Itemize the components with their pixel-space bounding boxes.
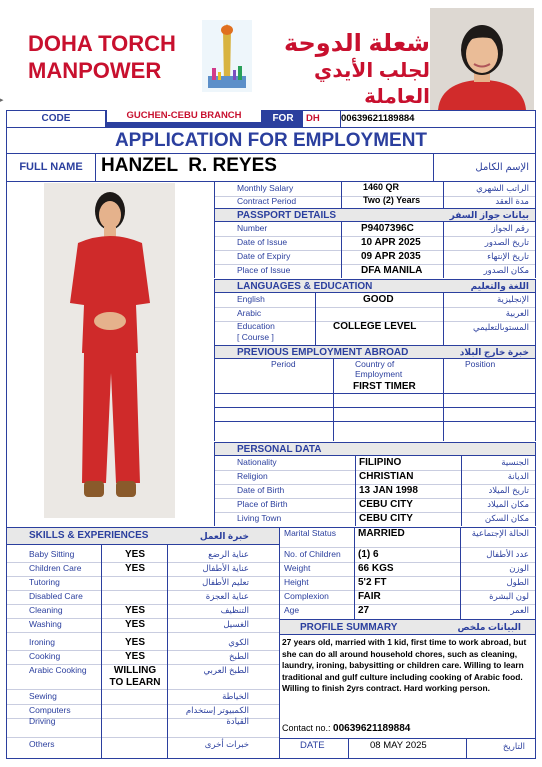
divider: [340, 111, 341, 127]
code-label: CODE: [7, 111, 105, 127]
passport-expiry-value: 09 APR 2035: [361, 251, 421, 262]
weight-ar: الوزن: [509, 563, 529, 573]
passport-title: PASSPORT DETAILS: [237, 210, 337, 221]
profile-text: 27 years old, married with 1 kid, first time to work abroad, but she can do all around household chores, such as cleaning, laundry, ironing, babysitting or children care. Willing to learn traditional and gulf culture including cooking of Arabic food. Willing to finish 2yrs contract. Hard working person.: [282, 637, 527, 693]
skills-title: SKILLS & EXPERIENCES: [29, 530, 149, 541]
company-name-line1: DOHA TORCH: [28, 31, 176, 56]
divider: [460, 528, 461, 620]
divider: [443, 182, 444, 208]
divider: [215, 393, 535, 394]
previous-title: PREVIOUS EMPLOYMENT ABROAD: [237, 347, 409, 358]
complexion-value: FAIR: [358, 591, 381, 602]
passport-section: [214, 222, 536, 278]
skill-ar: الطبخ: [229, 651, 249, 661]
age-value: 27: [358, 605, 370, 616]
passport-number-label: Number: [237, 223, 268, 233]
divider: [167, 545, 168, 759]
skill-label: Arabic Cooking: [29, 665, 87, 675]
religion-ar: الديانة: [507, 471, 529, 481]
languages-title: LANGUAGES & EDUCATION: [237, 281, 373, 292]
divider: [315, 293, 316, 345]
skill-value: WILLING TO LEARN: [109, 665, 161, 688]
education-ar: المستوىالتعليمي: [473, 322, 529, 332]
first-timer: FIRST TIMER: [353, 381, 416, 392]
weight-value: 66 KGS: [358, 563, 394, 574]
english-ar: الإنجليزية: [496, 294, 529, 304]
skill-ar: تعليم الأطفال: [202, 577, 249, 587]
salary-value: 1460 QR: [363, 182, 400, 192]
full-name-label: FULL NAME: [19, 161, 83, 173]
skill-label: Disabled Care: [29, 591, 83, 601]
living-ar: مكان السكن: [484, 513, 529, 523]
languages-header: [214, 279, 536, 293]
divider: [461, 456, 462, 526]
skill-label: Others: [29, 739, 55, 749]
contact-row: [282, 723, 410, 734]
divider: [101, 545, 102, 759]
previous-section: [214, 359, 536, 441]
company-name-ar-line2: لجلب الأيدي العاملة: [314, 60, 430, 108]
pob-ar: مكان الميلاد: [487, 499, 529, 509]
skill-label: Children Care: [29, 563, 82, 573]
form-title: APPLICATION FOR EMPLOYMENT: [6, 128, 536, 154]
contact-label: Contact no.:: [282, 723, 331, 733]
profile-title-ar: البيانات ملخص: [457, 622, 521, 632]
divider: [466, 739, 467, 758]
skills-section: [6, 545, 280, 759]
divider: [433, 154, 434, 181]
education-label: Education: [237, 321, 275, 331]
job-section: [214, 182, 536, 208]
nationality-label: Nationality: [237, 457, 277, 467]
dob-label: Date of Birth: [237, 485, 285, 495]
dh-label: DH: [306, 113, 320, 124]
code-number: 00639621189884: [341, 113, 415, 124]
divider: [443, 293, 444, 345]
english-value: GOOD: [363, 294, 394, 305]
skill-ar: الخياطة: [222, 691, 249, 701]
skill-label: Baby Sitting: [29, 549, 75, 559]
col-position: Position: [465, 359, 496, 369]
skills-header: [6, 527, 280, 545]
religion-value: CHRISTIAN: [359, 471, 414, 482]
skill-label: Driving: [29, 716, 56, 726]
contact-value: 00639621189884: [333, 723, 411, 734]
passport-place-label: Place of Issue: [237, 265, 291, 275]
previous-header: [214, 345, 536, 359]
col-period: Period: [271, 359, 296, 369]
passport-expiry-ar: تاريخ الإنتهاء: [487, 251, 529, 261]
skill-label: Sewing: [29, 691, 57, 701]
divider: [355, 456, 356, 526]
skill-label: Cooking: [29, 651, 61, 661]
divider: [333, 359, 334, 441]
divider: [443, 359, 444, 441]
skill-label: Tutoring: [29, 577, 60, 587]
passport-place-value: DFA MANILA: [361, 265, 423, 276]
religion-label: Religion: [237, 471, 268, 481]
skill-value: YES: [125, 637, 146, 648]
passport-title-ar: بيانات جواز السفر: [449, 210, 529, 220]
arabic-ar: العربية: [505, 308, 529, 318]
skill-ar: خبرات أخرى: [204, 739, 249, 749]
skill-ar: الكمبيوتر إستخدام: [185, 705, 249, 715]
divider: [95, 154, 96, 181]
personal-section: [214, 456, 536, 526]
passport-expiry-label: Date of Expiry: [237, 251, 291, 261]
contract-value: Two (2) Years: [363, 195, 421, 205]
education-value: COLLEGE LEVEL: [333, 321, 417, 332]
code-bar: [6, 110, 536, 128]
children-ar: عدد الأطفال: [486, 549, 529, 559]
divider: [215, 407, 535, 408]
contract-ar: مدة العقد: [495, 196, 529, 206]
passport-number-ar: رقم الجواز: [491, 223, 529, 233]
skill-ar: الطبخ العربي: [203, 665, 249, 675]
torch-tower-icon: [202, 20, 252, 92]
complexion-ar: لون البشرة: [489, 591, 529, 601]
headshot-photo: [430, 8, 534, 110]
living-label: Living Town: [237, 513, 282, 523]
company-name-ar-line1: شعلة الدوحة: [283, 30, 430, 57]
skill-label: Cleaning: [29, 605, 63, 615]
height-ar: الطول: [506, 577, 529, 587]
skill-ar: عناية العجزة: [205, 591, 249, 601]
age-label: Age: [284, 605, 300, 615]
date-row: [280, 738, 536, 759]
company-name-ar: [262, 30, 430, 110]
passport-issue-ar: تاريخ الصدور: [484, 237, 529, 247]
nationality-value: FILIPINO: [359, 457, 402, 468]
dob-ar: تاريخ الميلاد: [488, 485, 529, 495]
height-label: Height: [284, 577, 309, 587]
skill-value: YES: [125, 619, 146, 630]
profile-header: [280, 619, 536, 635]
passport-issue-value: 10 APR 2025: [361, 237, 421, 248]
skill-ar: الكوي: [228, 637, 249, 647]
contract-label: Contract Period: [237, 196, 297, 206]
languages-section: [214, 293, 536, 345]
divider: [354, 528, 355, 620]
profile-section: [280, 635, 536, 738]
skills-title-ar: خبرة العمل: [199, 531, 249, 541]
for-label: FOR: [263, 111, 303, 127]
passport-issue-label: Date of Issue: [237, 237, 288, 247]
arabic-label: Arabic: [237, 308, 262, 318]
weight-label: Weight: [284, 563, 311, 573]
full-name-ar: الإسم الكامل: [475, 162, 529, 173]
date-label: DATE: [300, 740, 325, 751]
skill-ar: التنظيف: [220, 605, 249, 615]
living-value: CEBU CITY: [359, 513, 413, 524]
profile-title: PROFILE SUMMARY: [300, 622, 398, 633]
pob-value: CEBU CITY: [359, 499, 413, 510]
divider: [443, 222, 444, 278]
date-value: 08 MAY 2025: [370, 740, 427, 751]
nationality-ar: الجنسية: [501, 457, 529, 467]
person-full-body-icon: [44, 183, 175, 518]
children-label: No. of Children: [284, 549, 341, 559]
person-headshot-icon: [430, 8, 534, 110]
passport-header: [214, 208, 536, 222]
skill-value: YES: [125, 563, 146, 574]
full-name-value: HANZEL R. REYES: [101, 155, 277, 176]
skill-ar: القيادة: [226, 716, 249, 726]
col-country: Country of: [355, 359, 395, 369]
company-name-en: [28, 30, 198, 84]
marital-value: MARRIED: [358, 528, 405, 539]
height-value: 5'2 FT: [358, 577, 387, 588]
company-name-line2: MANPOWER: [28, 58, 162, 83]
english-label: English: [237, 294, 265, 304]
skill-ar: عناية الرضع: [208, 549, 249, 559]
age-ar: العمر: [510, 605, 529, 615]
passport-number-value: P9407396C: [361, 223, 414, 234]
languages-title-ar: اللغة والتعليم: [470, 281, 529, 291]
details-section: [280, 527, 536, 619]
corner-mark: ▸: [0, 97, 4, 104]
salary-label: Monthly Salary: [237, 183, 294, 193]
previous-title-ar: خبرة خارج البلاد: [459, 347, 529, 357]
divider: [215, 421, 535, 422]
skill-label: Washing: [29, 619, 62, 629]
skill-label: Computers: [29, 705, 71, 715]
salary-ar: الراتب الشهري: [476, 183, 529, 193]
company-logo: [202, 20, 252, 92]
skill-value: YES: [125, 549, 146, 560]
pob-label: Place of Birth: [237, 499, 288, 509]
marital-ar: الحالة الإجتماعية: [471, 528, 529, 538]
branch-name: GUCHEN-CEBU BRANCH: [107, 109, 261, 122]
date-ar: التاريخ: [502, 741, 525, 751]
children-value: (1) 6: [358, 549, 379, 560]
skill-value: YES: [125, 605, 146, 616]
course-label: [ Course ]: [237, 332, 274, 342]
col-country-2: Employment: [355, 369, 403, 379]
passport-place-ar: مكان الصدور: [483, 265, 529, 275]
divider: [341, 182, 342, 208]
personal-header: [214, 442, 536, 456]
skill-label: Ironing: [29, 637, 55, 647]
skill-ar: الغسيل: [223, 619, 249, 629]
complexion-label: Complexion: [284, 591, 329, 601]
skill-ar: عناية الأطفال: [202, 563, 249, 573]
full-body-photo: [44, 183, 175, 518]
dob-value: 13 JAN 1998: [359, 485, 418, 496]
marital-label: Marital Status: [284, 528, 336, 538]
full-name-row: [6, 154, 536, 182]
skill-value: YES: [125, 651, 146, 662]
personal-title: PERSONAL DATA: [237, 444, 322, 455]
divider: [341, 222, 342, 278]
divider: [348, 739, 349, 758]
